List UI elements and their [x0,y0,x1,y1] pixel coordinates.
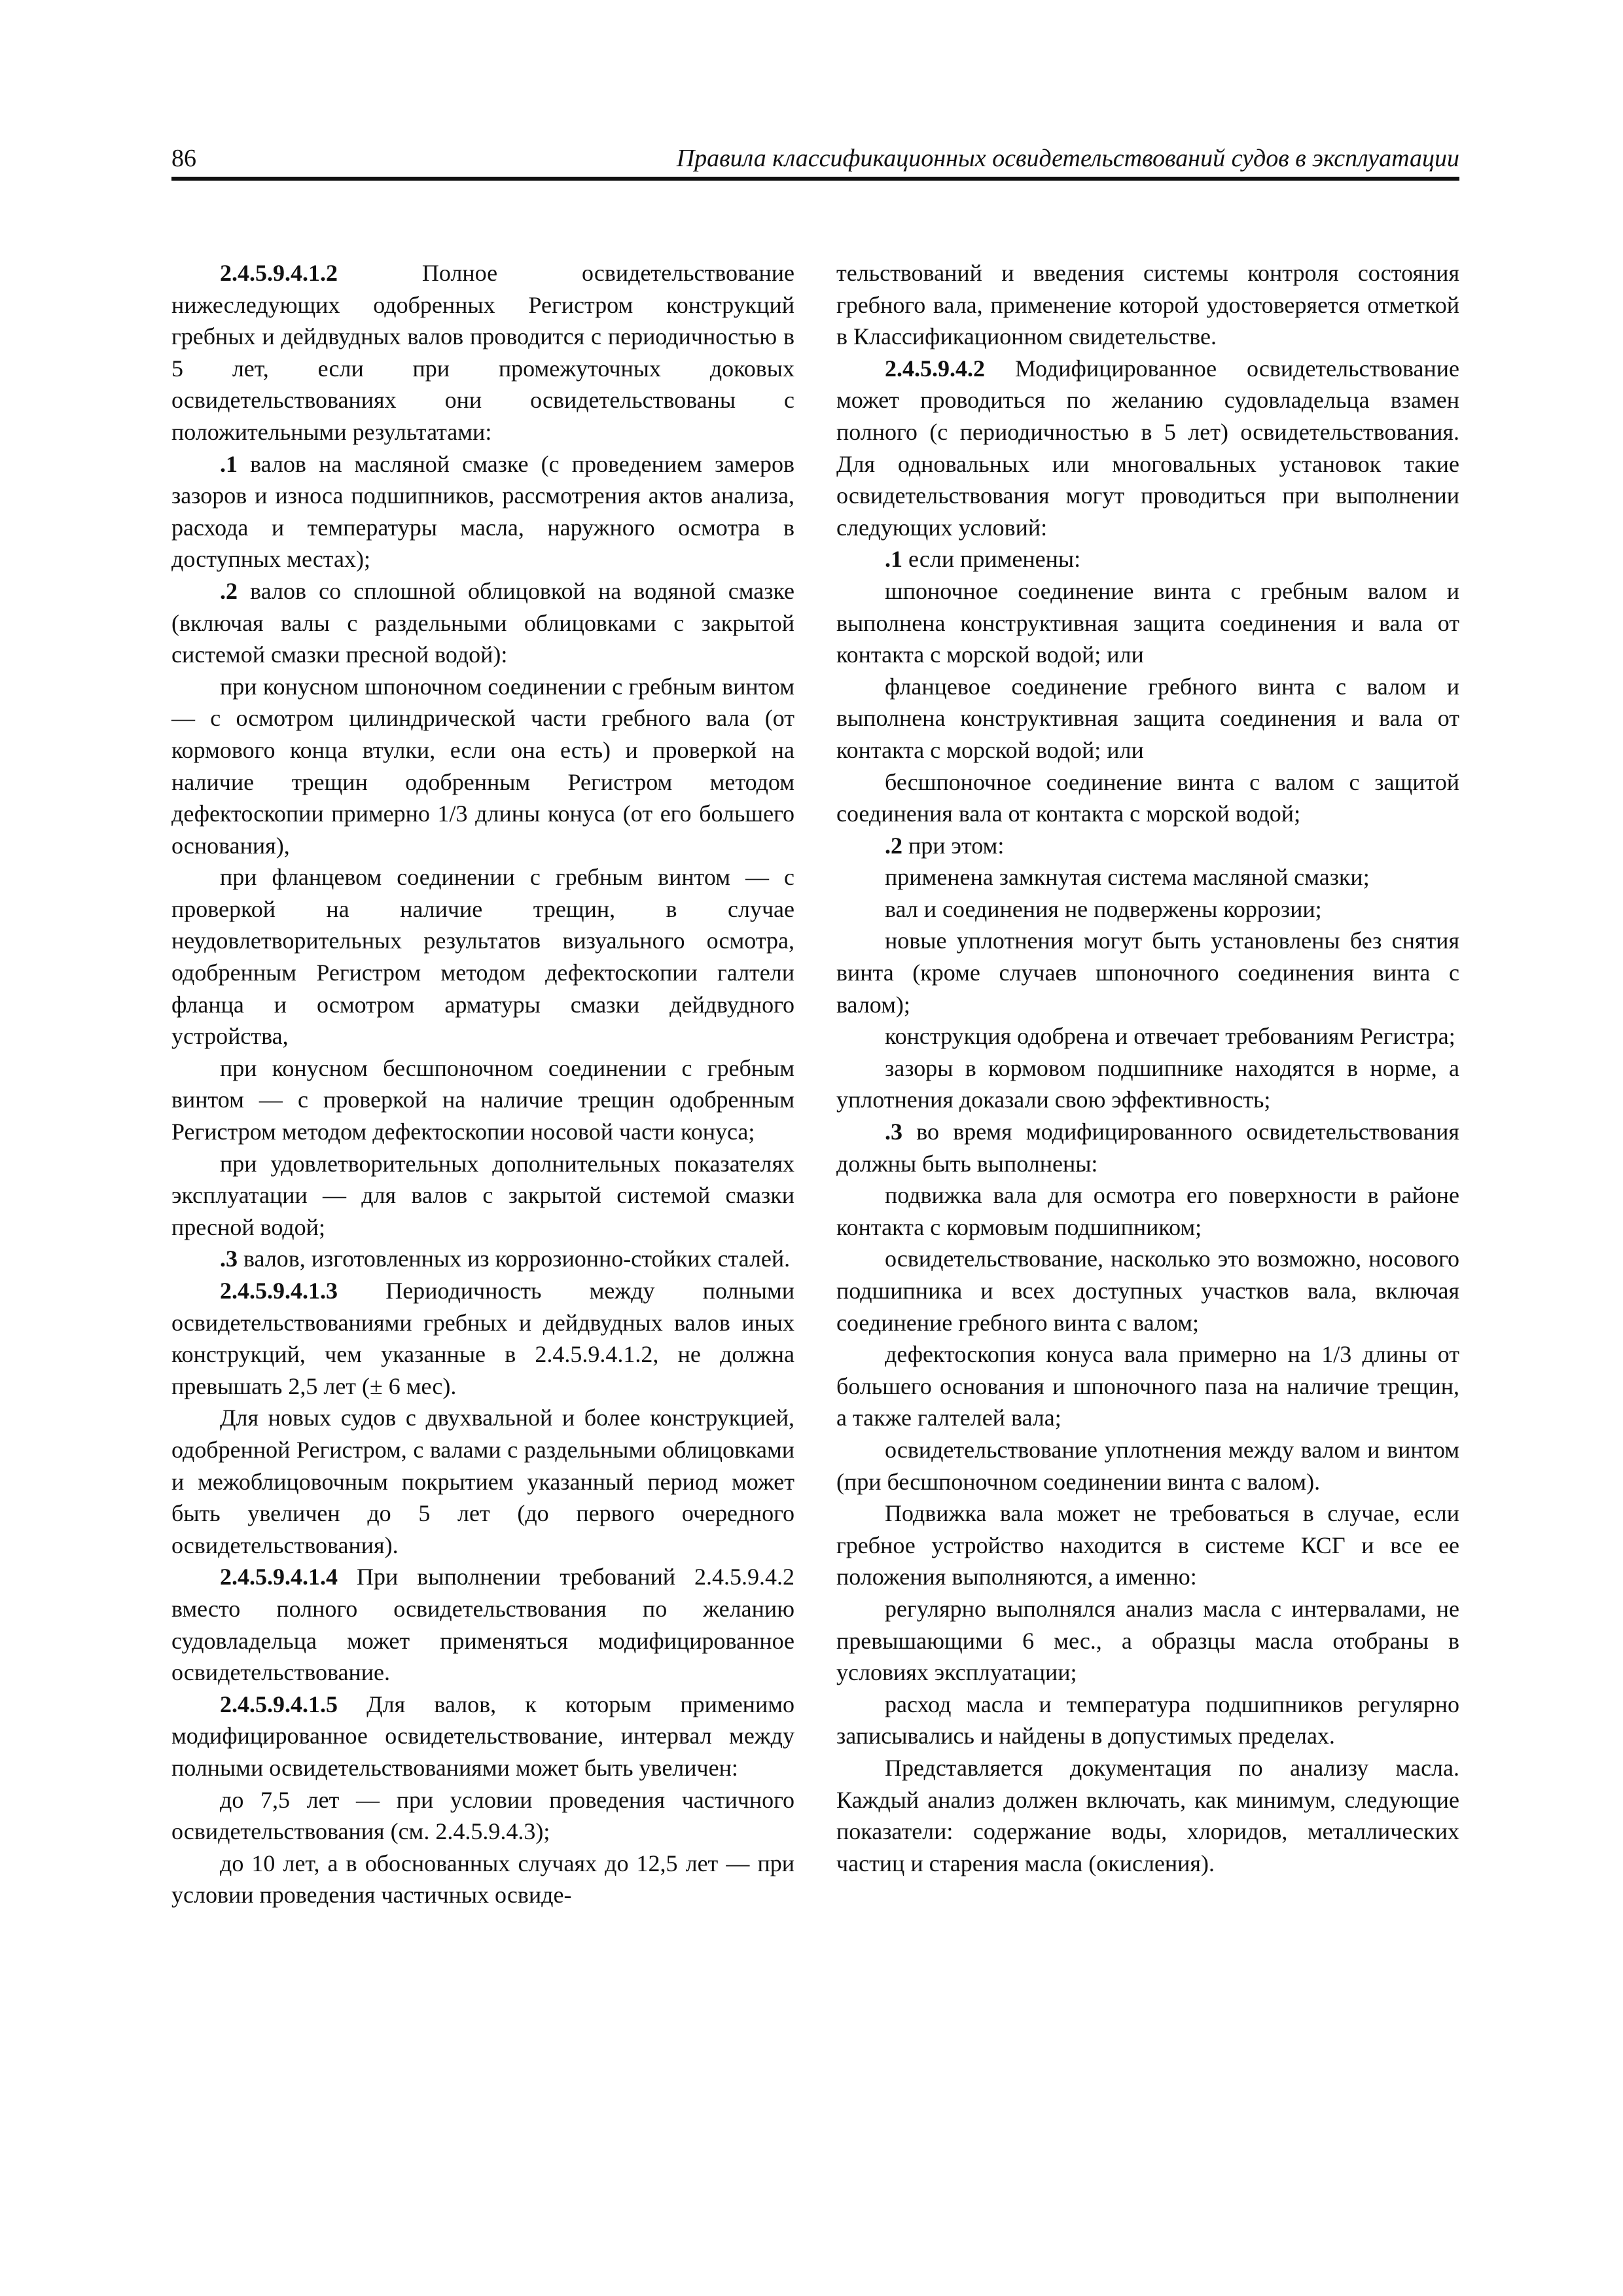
section-number: .3 [220,1246,238,1272]
paragraph-text: во время модифицированного освидетельствования должны быть выполнены: [836,1119,1459,1177]
section-number: 2.4.5.9.4.1.5 [220,1691,338,1717]
section-number: 2.4.5.9.4.1.4 [220,1564,338,1590]
paragraph-text: Периодичность между полными освидетельствованиями гребных и дейдвудных валов иных конструкций, чем указанные в 2.4.5.9.4.1.2, не должна превышать 2,5 лет (± 6 мес). [171,1278,794,1399]
paragraph-text: при конусном шпоночном соединении с гребным винтом — с осмотром цилиндрической части гребного вала (от кормового конца втулки, если она есть) и проверкой на наличие трещин одобренным Регистром методом дефектоскопии примерно 1/3 длины конуса (от его большего основания), [171,673,794,859]
paragraph [836,893,1459,925]
section-number: 2.4.5.9.4.1.3 [220,1278,338,1304]
paragraph-text: расход масла и температура подшипников регулярно записывались и найдены в допустимых пределах. [836,1691,1459,1749]
paragraph [171,257,794,448]
paragraph-text: бесшпоночное соединение винта с валом с защитой соединения вала от контакта с морской водой; [836,768,1459,827]
page-header [171,143,1459,181]
paragraph-text: валов со сплошной облицовкой на водяной смазке (включая валы с раздельными облицовками с закрытой системой смазки пресной водой): [171,577,794,668]
paragraph-text: валов, изготовленных из коррозионно-стойких сталей. [238,1246,791,1272]
paragraph-text: вал и соединения не подвержены коррозии; [885,895,1322,922]
paragraph [836,1020,1459,1052]
paragraph-text: шпоночное соединение винта с гребным валом и выполнена конструктивная защита соединения и вала от контакта с морской водой; или [836,577,1459,668]
paragraph-text: Представляется документация по анализу масла. Каждый анализ должен включать, как минимум, следующие показатели: содержание воды, хлоридов, металлических частиц и старения масла (окисления). [836,1754,1459,1876]
paragraph-text: Для валов, к которым применимо модифицированное освидетельствование, интервал между полными освидетельствованиями может быть увеличен: [171,1691,794,1781]
paragraph [836,1752,1459,1879]
paragraph [171,861,794,1052]
section-number: .2 [885,832,902,859]
paragraph [836,257,1459,353]
paragraph-text: Полное освидетельствование нижеследующих одобренных Регистром конструкций гребных и дейдвудных валов проводится с периодичностью в 5 лет, если при промежуточных доковых освидетельствованиях они освидетельствованы с положительными результатами: [171,260,794,445]
paragraph-text: тельствований и введения системы контроля состояния гребного вала, применение которой удостоверяется отметкой в Классификационном свидетельстве. [836,260,1459,350]
running-title: Правила классификационных освидетельствований судов в эксплуатации [676,145,1459,172]
paragraph-text: при этом: [902,832,1005,859]
paragraph [836,575,1459,671]
paragraph [171,575,794,671]
paragraph-text: освидетельствование, насколько это возможно, носового подшипника и всех доступных участков вала, включая соединение гребного винта с валом; [836,1246,1459,1336]
section-number: .1 [220,450,238,477]
paragraph-text: При выполнении требований 2.4.5.9.4.2 вместо полного освидетельствования по желанию судовладельца может применяться модифицированное освидетельствование. [171,1564,794,1686]
paragraph-text: если применены: [902,546,1081,573]
paragraph [836,1243,1459,1338]
paragraph [836,830,1459,862]
paragraph [836,1434,1459,1498]
paragraph [836,1116,1459,1179]
paragraph [171,448,794,575]
paragraph [836,1689,1459,1752]
paragraph [836,1052,1459,1116]
paragraph-text: зазоры в кормовом подшипнике находятся в норме, а уплотнения доказали свою эффективность; [836,1054,1459,1113]
paragraph [836,1593,1459,1689]
page-number: 86 [171,145,196,172]
left-column [171,257,794,1911]
paragraph-text: конструкция одобрена и отвечает требованиям Регистра; [885,1023,1455,1050]
paragraph-text: при фланцевом соединении с гребным винтом — с проверкой на наличие трещин, в случае неудовлетворительных результатов визуального осмотра, одобренным Регистром методом дефектоскопии галтели фланца и осмотром арматуры смазки дейдвудного устройства, [171,864,794,1050]
right-column [836,257,1459,1879]
paragraph [836,861,1459,893]
section-number: 2.4.5.9.4.2 [885,355,985,382]
paragraph-text: Модифицированное освидетельствование может проводиться по желанию судовладельца взамен полного (с периодичностью в 5 лет) освидетельствования. Для одновальных или многовальных установок такие освидетельствования могут проводиться при выполнении следующих условий: [836,355,1459,541]
paragraph-text: валов на масляной смазке (с проведением замеров зазоров и износа подшипников, рассмотрения актов анализа, расхода и температуры масла, наружного осмотра в доступных местах); [171,450,794,573]
section-number: .3 [885,1119,902,1145]
paragraph [836,1498,1459,1593]
paragraph-text: новые уплотнения могут быть установлены без снятия винта (кроме случаев шпоночного соединения винта с валом); [836,927,1459,1018]
paragraph [836,766,1459,830]
paragraph [171,1275,794,1402]
paragraph [171,1784,794,1848]
paragraph [171,1402,794,1561]
paragraph-text: освидетельствование уплотнения между валом и винтом (при бесшпоночном соединении винта с валом). [836,1436,1459,1495]
paragraph-text: Подвижка вала может не требоваться в случае, если гребное устройство находится в системе КСГ и все ее положения выполняются, а именно: [836,1500,1459,1590]
paragraph [171,1148,794,1244]
paragraph-text: применена замкнутая система масляной смазки; [885,864,1370,891]
paragraph [171,671,794,862]
paragraph-text: до 10 лет, а в обоснованных случаях до 12,5 лет — при условии проведения частичных освиде- [171,1850,794,1909]
paragraph [171,1848,794,1911]
paragraph-text: дефектоскопия конуса вала примерно на 1/3 длины от большего основания и шпоночного паза на наличие трещин, а также галтелей вала; [836,1341,1459,1431]
section-number: .1 [885,546,902,573]
paragraph [836,1338,1459,1434]
paragraph-text: Для новых судов с двухвальной и более конструкцией, одобренной Регистром, с валами с раздельными облицовками и межоблицовочным покрытием указанный период может быть увеличен до 5 лет (до первого очередного освидетельствования). [171,1405,794,1558]
paragraph [836,925,1459,1020]
paragraph-text: при конусном бесшпоночном соединении с гребным винтом — с проверкой на наличие трещин одобренным Регистром методом дефектоскопии носовой части конуса; [171,1054,794,1145]
paragraph-text: при удовлетворительных дополнительных показателях эксплуатации — для валов с закрытой системой смазки пресной водой; [171,1150,794,1240]
section-number: .2 [220,577,238,604]
section-number: 2.4.5.9.4.1.2 [220,260,338,286]
paragraph [836,1179,1459,1243]
paragraph [836,353,1459,544]
paragraph [171,1561,794,1688]
paragraph-text: подвижка вала для осмотра его поверхности в районе контакта с кормовым подшипником; [836,1182,1459,1240]
paragraph-text: фланцевое соединение гребного винта с валом и выполнена конструктивная защита соединения и вала от контакта с морской водой; или [836,673,1459,763]
paragraph-text: до 7,5 лет — при условии проведения частичного освидетельствования (см. 2.4.5.9.4.3); [171,1786,794,1845]
paragraph [171,1689,794,1784]
paragraph [836,543,1459,575]
paragraph [171,1052,794,1148]
paragraph-text: регулярно выполнялся анализ масла с интервалами, не превышающими 6 мес., а образцы масла отобраны в условиях эксплуатации; [836,1595,1459,1686]
paragraph [836,671,1459,766]
paragraph [171,1243,794,1275]
